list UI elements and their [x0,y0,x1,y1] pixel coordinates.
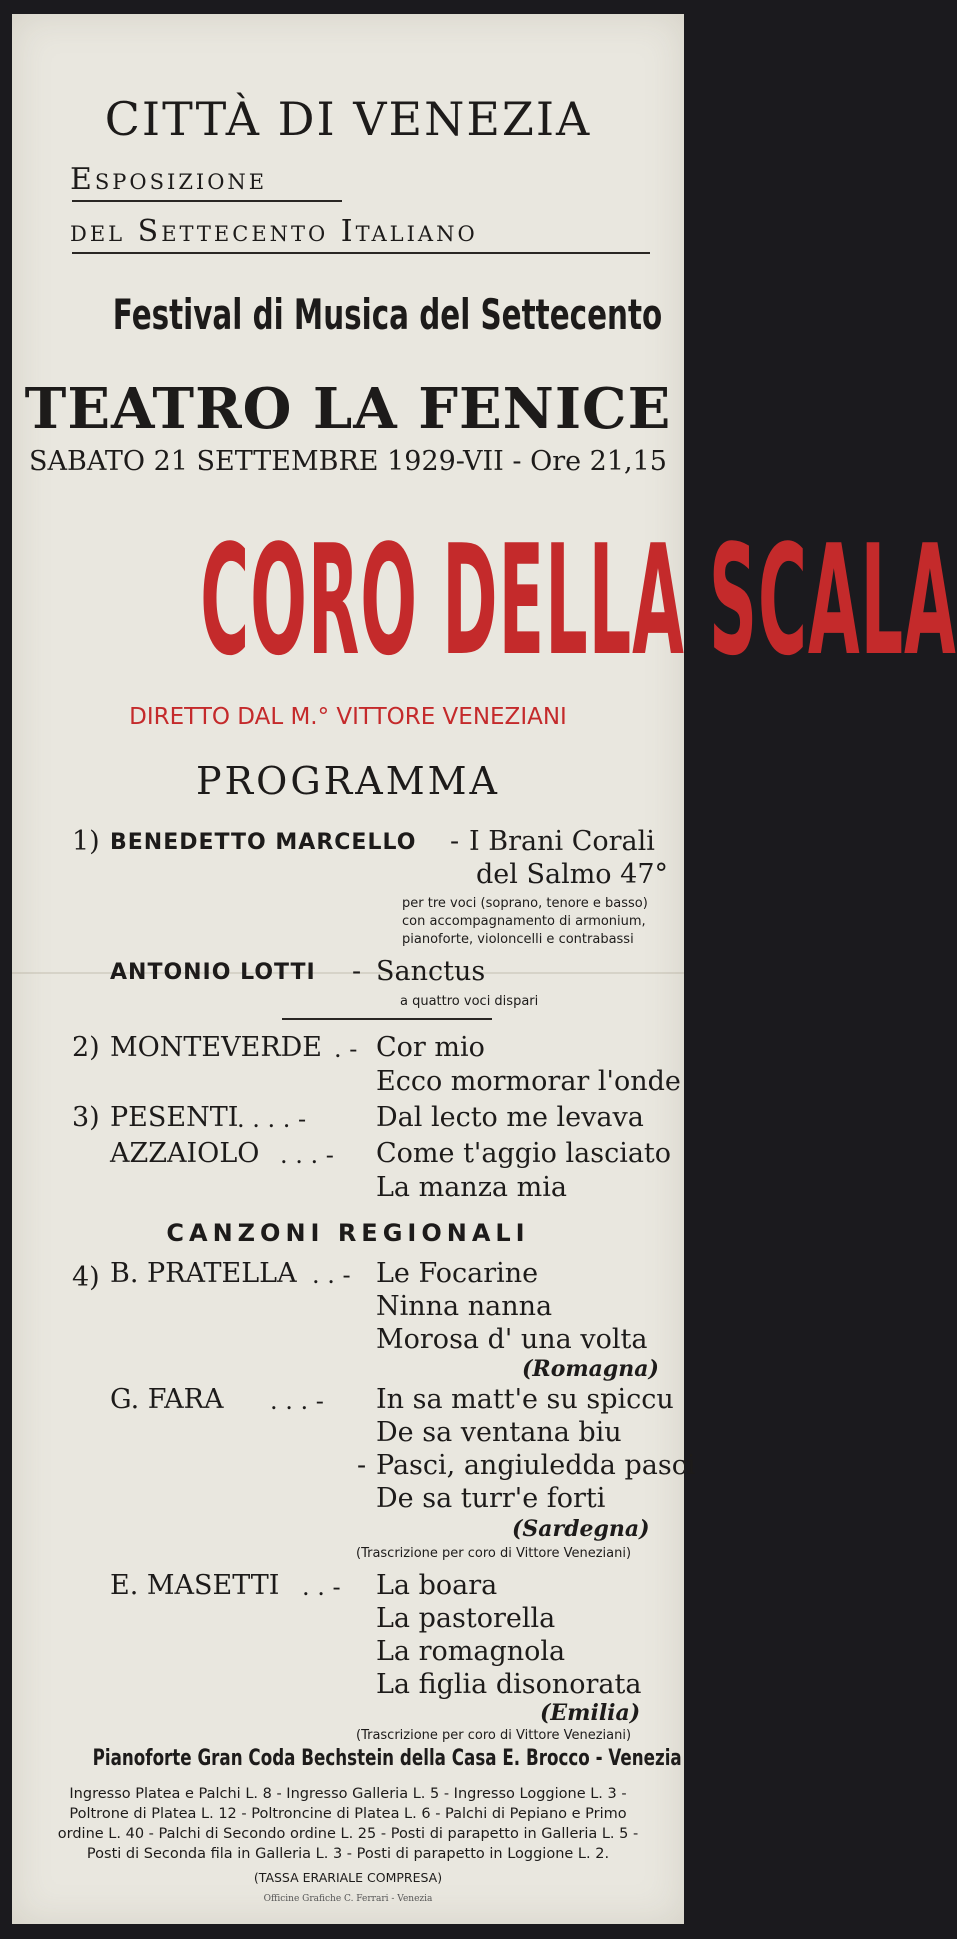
work-note: pianoforte, violoncelli e contrabassi [402,932,634,947]
work-title: I Brani Corali [469,826,655,857]
underline-2 [72,252,650,254]
composer-name: PESENTI [110,1102,239,1133]
director-line: DIRETTO DAL M.° VITTORE VENEZIANI [129,704,567,730]
work-note: per tre voci (soprano, tenore e basso) [402,896,648,911]
work-title: De sa turr'e forti [376,1483,606,1514]
theatre-name: TEATRO LA FENICE [24,376,672,442]
event-date: SABATO 21 SETTEMBRE 1929-VII - Ore 21,15 [29,446,667,477]
leader-dots: . . . . - [237,1105,307,1133]
composer-name: MONTEVERDE [110,1032,323,1063]
work-title: La figlia disonorata [376,1669,642,1700]
dash: - [357,1450,367,1481]
transcription-note: (Trascrizione per coro di Vittore Veneziani) [356,1728,632,1743]
work-title: Ecco mormorar l'onde [376,1066,681,1097]
composer-name: BENEDETTO MARCELLO [110,830,417,855]
work-title: De sa ventana biu [376,1417,622,1448]
leader-dots: . . . - [270,1387,324,1415]
item-number: 3) [72,1102,100,1133]
region-label: (Sardegna) [512,1516,650,1542]
item-number: 2) [72,1032,100,1063]
exhibition-line-2: del Settecento Italiano [70,214,478,249]
city-title: CITTÀ DI VENEZIA [104,92,592,146]
work-title: del Salmo 47° [476,859,669,890]
exhibition-line-1: Esposizione [70,162,268,197]
work-title: Ninna nanna [376,1291,553,1322]
composer-name: AZZAIOLO [110,1138,260,1169]
work-title: Come t'aggio lasciato [376,1138,672,1169]
work-title: Morosa d' una volta [376,1324,648,1355]
transcription-note: (Trascrizione per coro di Vittore Veneziani) [356,1546,632,1561]
leader-dots: . . - [312,1261,351,1289]
composer-name: B. PRATELLA [110,1258,297,1289]
work-title: Cor mio [376,1032,485,1063]
composer-name: E. MASETTI [110,1570,280,1601]
program-heading: PROGRAMMA [195,759,500,803]
underline-1 [72,200,342,202]
work-title: La boara [376,1570,498,1601]
price-line: Poltrone di Platea L. 12 - Poltroncine di Platea L. 6 - Palchi di Pepiano e Primo [69,1806,627,1822]
leader-dots: . . - [302,1573,341,1601]
festival-title: Festival di Musica del Settecento [112,290,663,339]
work-title: La romagnola [376,1636,566,1667]
work-title: La manza mia [376,1172,567,1203]
dash: - [450,826,460,857]
price-line: ordine L. 40 - Palchi di Secondo ordine L. 25 - Posti di parapetto in Galleria L. 5 - [57,1826,639,1842]
regional-songs-heading: CANZONI REGIONALI [166,1219,530,1247]
price-line: Posti di Seconda fila in Galleria L. 3 - Posti di parapetto in Loggione L. 2. [86,1846,610,1862]
region-label: (Romagna) [522,1356,659,1382]
poster [12,14,957,1924]
region-label: (Emilia) [540,1700,641,1726]
printer-credit: Officine Grafiche C. Ferrari - Venezia [263,1894,433,1904]
work-title: La pastorella [376,1603,556,1634]
leader-dots: . . . - [280,1141,334,1169]
leader-dots: . - [334,1035,358,1063]
work-note: a quattro voci dispari [400,994,539,1009]
work-note: con accompagnamento di armonium, [402,914,646,929]
choir-headline: CORO DELLA SCALA [200,512,957,689]
dash: - [352,956,362,987]
separator-rule [282,1018,492,1020]
piano-sponsor: Pianoforte Gran Coda Bechstein della Casa E. Brocco - Venezia [92,1746,682,1771]
composer-name: G. FARA [110,1384,224,1415]
work-title: Pasci, angiuledda pasci [376,1450,696,1481]
price-line: Ingresso Platea e Palchi L. 8 - Ingresso Galleria L. 5 - Ingresso Loggione L. 3 - [69,1786,627,1802]
tax-note: (TASSA ERARIALE COMPRESA) [253,1870,443,1885]
composer-name: ANTONIO LOTTI [110,960,316,985]
item-number: 1) [72,826,100,857]
work-title: Le Focarine [376,1258,539,1289]
work-title: Dal lecto me levava [376,1102,644,1133]
work-title: In sa matt'e su spiccu [376,1384,674,1415]
item-number: 4) [72,1262,100,1293]
work-title: Sanctus [376,956,486,987]
